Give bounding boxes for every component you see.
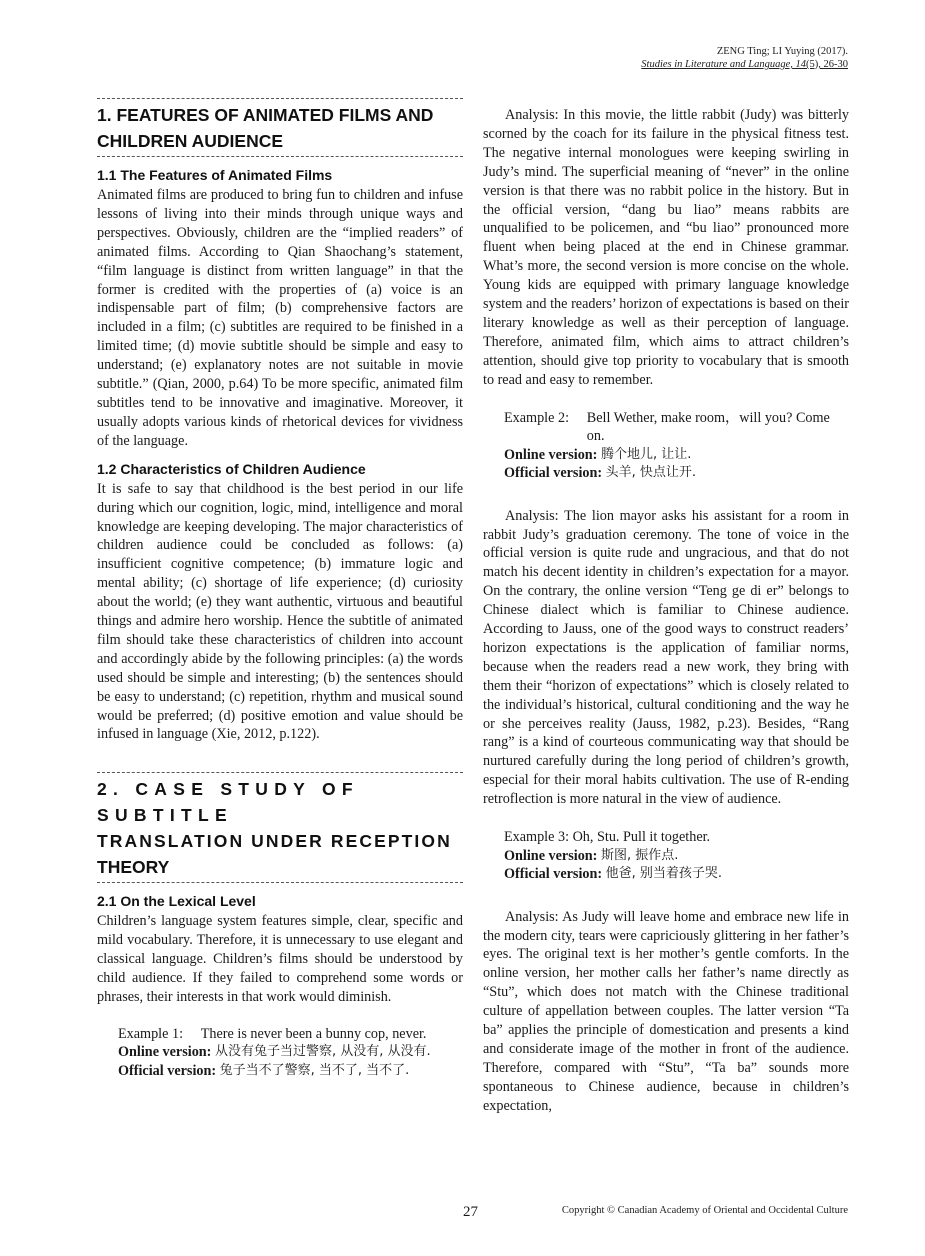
section-2-heading-line-1: 2. CASE STUDY OF SUBTITLE: [97, 779, 359, 826]
subsection-1-2-heading: 1.2 Characteristics of Children Audience: [97, 460, 366, 477]
section-1-heading: 1. FEATURES OF ANIMATED FILMS AND CHILDREN AUDIENCE: [97, 98, 463, 157]
citation-authors: ZENG Ting; LI Yuying (2017).: [716, 46, 848, 57]
example-2-online-label: Online version:: [504, 446, 601, 463]
example-2-label: Example 2:: [504, 409, 587, 426]
subsection-1-2-paragraph: It is safe to say that childhood is the best period in our life during which our cognition, logic, mind, intelligence and moral knowledge are keeping developing. The major characteristics of children audience could be concluded as follows: (a) insufficient cognitive competence; (b) immature logic and mental ability; (c) shortage of life experience; (d) curiosity about the world; (e) they want authentic, virtuous and beautiful things and admire hero worship. Hence the subtitle of animated film should take these characteristics of children into account and accordingly abide by the following principles: (a) the words used should be simple and interesting; (b) the sentences should be easy to understand; (c) repetition, rhythm and musical sound would be preferred; (d) positive emotion and value should be infused in language (Xie, 2012, p.122).: [97, 480, 463, 743]
analysis-2-paragraph: Analysis: The lion mayor asks his assistant for a room in rabbit Judy’s graduation ceremony. The tone of voice in the official version is quite rude and ungracious, and that do not match his decent identity in children’s expectation for a mayor. On the contrary, the online version “Teng ge di er” belongs to Chinese dialect which is familiar to Chinese audience. According to Jauss, one of the good ways to construct readers’ horizon expectations is the application of familiar norms, because when the readers read a new work, they bring with them their “horizon of expectations” which is closely related to the individual’s historical, cultural conditioning and the way he or she perceives reality (Jauss, 1982, p.23). Besides, “Rang rang” is a kind of courteous communicating way that should be nurtured carefully during the long period of children’s growth, especial for their moral habits cultivation. The use of R-ending retroflection is more natural in the view of audience.: [483, 507, 849, 808]
example-2-original: Bell Wether, make room，will you? Come on.: [586, 409, 830, 445]
running-head: [641, 45, 848, 71]
example-3-online-label: Online version:: [504, 847, 601, 864]
section-2-heading-line-3: THEORY: [97, 857, 170, 878]
example-2-official-text: 头羊, 快点让开.: [605, 465, 697, 481]
analysis-1-paragraph: Analysis: In this movie, the little rabbit (Judy) was bitterly scorned by the coach for its failure in the physical fitness test. The negative internal monologues were keeping swirling in Judy’s mind. The superficial meaning of “never” in the online version is that there was no rabbit police in the history. But in the official version, “dang bu liao” means rabbits are unqualified to be policemen, and “bu liao” pronounced more fluent when being placed at the end in Chinese grammar. What’s more, the second version is more concise on the whole. Young kids are equipped with primary language knowledge system and the readers’ horizon of expectations is based on their literary knowledge as well as their perception of language. Therefore, animated film, which aims to attract children’s attention, should give top priority to vocabulary that is smooth to read and easy to remember.: [483, 107, 849, 388]
example-2-official-label: Official version:: [504, 465, 606, 482]
example-1-label: Example 1:: [118, 1025, 201, 1042]
example-3-label: Example 3:: [504, 829, 573, 846]
example-3-official-label: Official version:: [504, 866, 606, 883]
section-2-heading-line-2: TRANSLATION UNDER RECEPTION: [97, 831, 452, 852]
example-2: [483, 409, 849, 483]
subsection-2-1-paragraph: Children’s language system features simple, clear, specific and mild vocabulary. Therefore, it is unnecessary to use elegant and classical language. Children’s films should be understood by child audience. If they failed to comprehend some words or phrases, their interests in that work would diminish.: [97, 913, 463, 1005]
subsection-2-1-heading: 2.1 On the Lexical Level: [97, 893, 256, 910]
example-1-online-text: 从没有兔子当过警察, 从没有, 从没有.: [214, 1044, 431, 1060]
analysis-3-paragraph: Analysis: As Judy will leave home and embrace new life in the modern city, tears were capriciously glittering in her father’s eyes. The original text is her mother’s gentle comforts. In the online version, her mother calls her father’s name directly as “Stu”, which does not match with the Chinese traditional culture of appellation between couples. The latter version “Ta ba” applies the principle of domestication and presents a kind and considerate image of the mother in front of the audience. Therefore, compared with “Stu”, “Ta ba” sounds more spontaneous to Chinese audience, because in children’s expectation,: [483, 908, 849, 1114]
example-3-online-text: 斯图, 振作点.: [600, 847, 679, 863]
example-1-online-label: Online version:: [118, 1044, 215, 1061]
example-2-online-text: 腾个地儿, 让让.: [600, 446, 692, 462]
subsection-1-1-paragraph: Animated films are produced to bring fun to children and infuse lessons of living into their minds through unique ways and perspectives. Obviously, children are the “implied readers” of animated films. According to Qian Shaochang’s statement, “film language is distinct from written language” in that the former is credited with the properties of (a) voice is an indispensable part of film; (b) comprehensive factors are included in a film; (c) subtitles are required to be finished in a limited time; (d) movie subtitle should be simple and easy to understand; (e) explanatory notes are not suitable in movie subtitle.” (Qian, 2000, p.64) To be more specific, animated film subtitles tend to be innovative and imaginative. Moreover, it usually adopts various kinds of rhetorical devices for vividness of the language.: [97, 187, 463, 449]
example-3-official-text: 他爸, 别当着孩子哭.: [605, 866, 723, 882]
journal-citation-link[interactable]: [641, 58, 848, 71]
example-1-original: There is never been a bunny cop, never.: [200, 1025, 427, 1042]
copyright-notice: Copyright © Canadian Academy of Oriental and Occidental Culture: [561, 1205, 848, 1216]
journal-volume: 14: [795, 59, 806, 70]
left-column: [97, 98, 463, 1080]
section-2-heading: [97, 772, 463, 883]
journal-title: Studies in Literature and Language,: [641, 59, 793, 70]
right-column: [483, 106, 849, 1116]
example-1: [97, 1025, 463, 1081]
example-3-original: Oh, Stu. Pull it together.: [572, 829, 711, 846]
subsection-1-1-heading: 1.1 The Features of Animated Films: [97, 167, 333, 183]
example-1-official-text: 兔子当不了警察, 当不了, 当不了.: [219, 1062, 410, 1078]
example-1-official-label: Official version:: [118, 1062, 220, 1079]
page-number: 27: [463, 1204, 478, 1220]
journal-issue-pages: (5), 26-30: [806, 59, 848, 70]
example-3: [483, 828, 849, 884]
